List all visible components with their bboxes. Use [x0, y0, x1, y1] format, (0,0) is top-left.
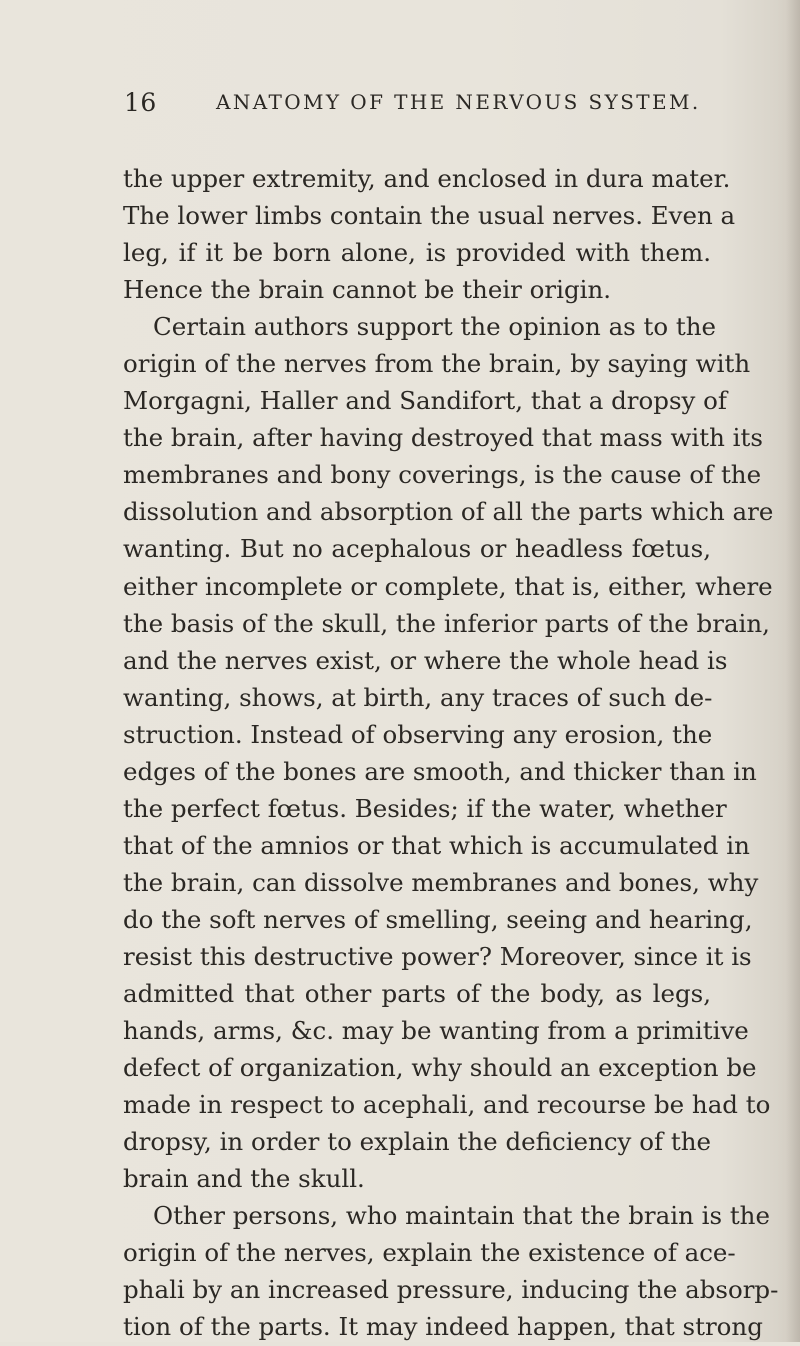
- text-line: dissolution and absorption of all the parts which are: [123, 497, 774, 527]
- text-line: do the soft nerves of smelling, seeing and hearing,: [123, 904, 753, 934]
- text-line: made in respect to acephali, and recourse be had to: [123, 1090, 771, 1120]
- text-line: the perfect fœtus. Besides; if the water, whether: [123, 793, 727, 823]
- text-line: the basis of the skull, the inferior parts of the brain,: [123, 608, 770, 638]
- text-line: phali by an increased pressure, inducing the absorp-: [123, 1275, 779, 1305]
- text-line: origin of the nerves, explain the existence of ace-: [123, 1238, 736, 1268]
- text-line: tion of the parts. It may indeed happen, that strong: [123, 1312, 763, 1342]
- text-line: wanting. But no acephalous or headless fœtus,: [123, 534, 711, 564]
- page-number: 16: [124, 88, 157, 117]
- page-header: [124, 88, 744, 124]
- text-line: Hence the brain cannot be their origin.: [123, 275, 612, 305]
- text-line: edges of the bones are smooth, and thicker than in: [123, 756, 757, 786]
- text-line: origin of the nerves from the brain, by saying with: [123, 349, 751, 379]
- text-line: that of the amnios or that which is accumulated in: [123, 830, 750, 860]
- text-line: wanting, shows, at birth, any traces of such de-: [123, 682, 713, 712]
- text-line: membranes and bony coverings, is the cause of the: [123, 460, 762, 490]
- text-line: struction. Instead of observing any erosion, the: [123, 719, 713, 749]
- text-line: leg, if it be born alone, is provided with them.: [123, 238, 711, 268]
- text-line: Morgagni, Haller and Sandifort, that a dropsy of: [123, 386, 727, 416]
- text-line: The lower limbs contain the usual nerves. Even a: [123, 201, 736, 231]
- text-line: Other persons, who maintain that the brain is the: [153, 1201, 770, 1231]
- text-line: the upper extremity, and enclosed in dura mater.: [123, 164, 731, 193]
- text-line: and the nerves exist, or where the whole head is: [123, 645, 728, 675]
- text-line: admitted that other parts of the body, as legs,: [123, 979, 711, 1009]
- text-line: resist this destructive power? Moreover, since it is: [123, 941, 752, 971]
- text-line: the brain, after having destroyed that mass with its: [123, 423, 763, 453]
- text-line: defect of organization, why should an exception be: [123, 1053, 757, 1083]
- running-head: ANATOMY OF THE NERVOUS SYSTEM.: [216, 90, 701, 114]
- text-line: either incomplete or complete, that is, either, where: [123, 571, 773, 601]
- body-text: [123, 160, 779, 1346]
- page-edge-shadow: [786, 0, 800, 1342]
- text-line: brain and the skull.: [123, 1164, 365, 1194]
- text-line: Certain authors support the opinion as to the: [153, 312, 717, 342]
- text-line: dropsy, in order to explain the deficiency of the: [123, 1127, 711, 1157]
- text-line: hands, arms, &c. may be wanting from a primitive: [123, 1016, 749, 1046]
- text-line: the brain, can dissolve membranes and bones, why: [123, 867, 759, 897]
